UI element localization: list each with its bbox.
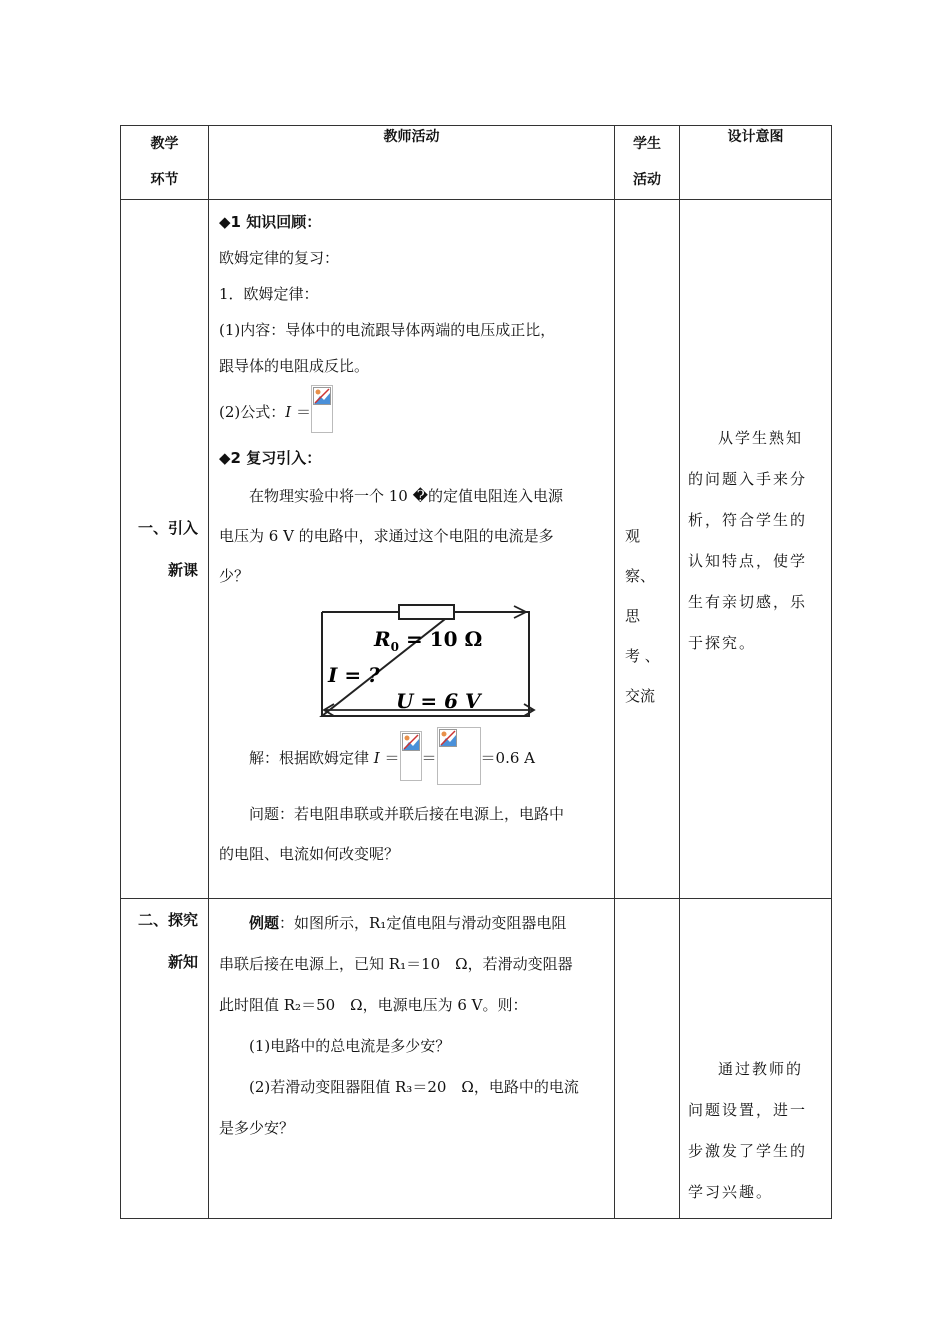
broken-image-icon (311, 385, 333, 433)
text-line: 跟导体的电阻成反比。 (219, 357, 370, 375)
table-row-intro (121, 200, 832, 899)
current-label: I = ? (328, 663, 380, 687)
solution-line: 解：根据欧姆定律 I ＝ ＝ ＝0.6 A (219, 732, 606, 794)
resistor-label: $R_0 = 10$ Ω (374, 627, 483, 654)
design-cell-intro: 从学生熟知 的问题入手来分 析，符合学生的 认知特点，使学 生有亲切感，乐 于探究。 (680, 200, 832, 899)
table-header-row (121, 126, 832, 200)
example-line: 例题：如图所示，R₁定值电阻与滑动变阻器电阻 (249, 914, 567, 932)
text-line: 是多少安？ (219, 1119, 295, 1137)
section-heading-review: ◆1 知识回顾： (219, 213, 322, 231)
text-line: 的电阻、电流如何改变呢？ (219, 845, 400, 863)
lesson-plan-table (120, 125, 832, 1219)
text-line: 电压为 6 V 的电路中，求通过这个电阻的电流是多 (219, 527, 554, 545)
text-line: 问题：若电阻串联或并联后接在电源上，电路中 (249, 805, 565, 823)
question-line: (2)若滑动变阻器阻值 R₃＝20 Ω，电路中的电流 (249, 1078, 579, 1096)
text-line: 在物理实验中将一个 10 �的定值电阻连入电源 (249, 487, 564, 505)
voltage-label: U = 6 V (396, 689, 481, 713)
header-student: 学生 活动 (615, 126, 680, 200)
section-heading-intro: ◆2 复习引入： (219, 449, 322, 467)
stage-cell-explore: 二、探究 新知 (121, 899, 209, 1219)
student-cell-explore (615, 899, 680, 1219)
header-design: 设计意图 (680, 126, 832, 200)
text-line: (1)内容：导体中的电流跟导体两端的电压成正比， (219, 321, 556, 339)
text-line: 串联后接在电源上，已知 R₁＝10 Ω，若滑动变阻器 (219, 955, 573, 973)
question-line: (1)电路中的总电流是多少安？ (249, 1037, 451, 1055)
text-line: 欧姆定律的复习： (219, 249, 340, 267)
text-line: 1．欧姆定律： (219, 285, 319, 303)
teacher-cell-intro (209, 200, 615, 899)
teacher-cell-explore (209, 899, 615, 1219)
formula-line: (2)公式：I ＝ (219, 384, 606, 440)
student-cell-intro: 观 察、 思 考 、 交流 (615, 200, 680, 899)
design-cell-explore: 通过教师的 问题设置，进一 步激发了学生的 学习兴趣。 (680, 899, 832, 1219)
stage-cell-intro: 一、引入 新课 (121, 200, 209, 899)
resistor-symbol (399, 605, 454, 619)
circuit-diagram (314, 600, 539, 726)
header-stage: 教学 环节 (121, 126, 209, 200)
broken-image-icon (437, 727, 481, 785)
broken-image-icon (400, 731, 422, 781)
header-teacher: 教师活动 (209, 126, 615, 200)
text-line: 少？ (219, 567, 250, 585)
table-row-explore (121, 899, 832, 1219)
text-line: 此时阻值 R₂＝50 Ω，电源电压为 6 V。则： (219, 996, 528, 1014)
